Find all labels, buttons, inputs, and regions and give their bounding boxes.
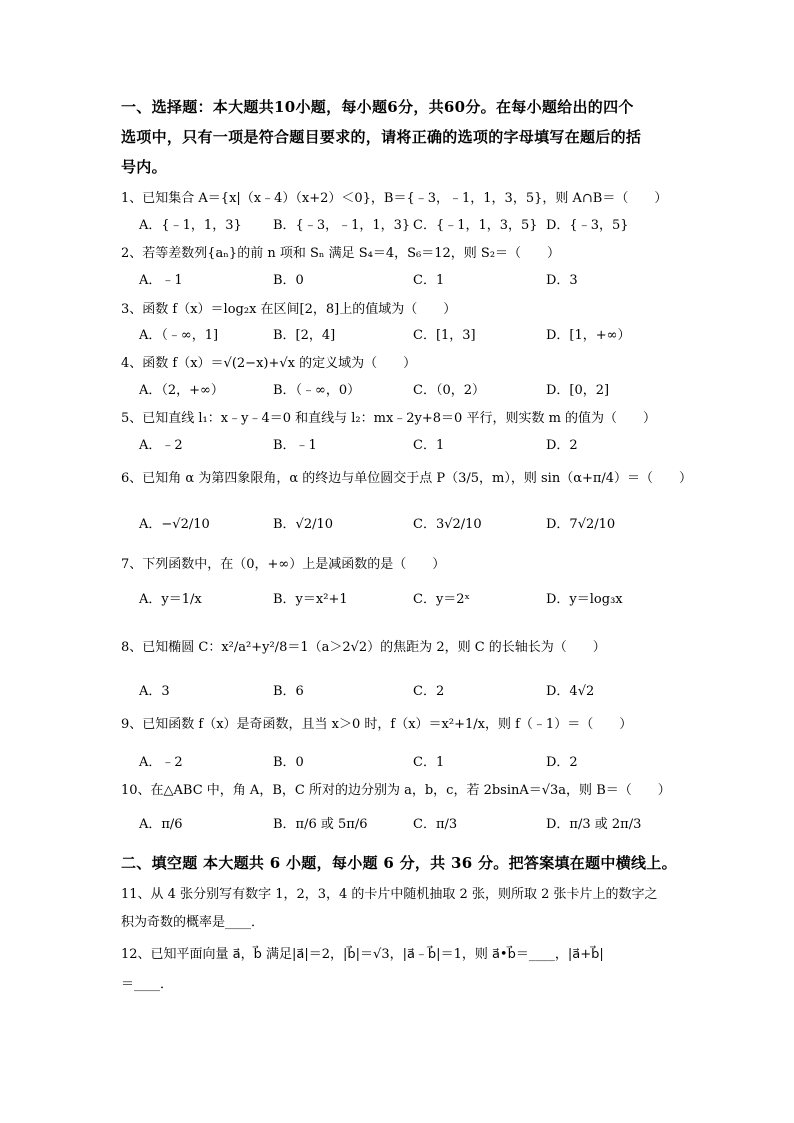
q10-option-d: D．π/3 或 2π/3 [546,817,642,832]
q9-stem: 9、已知函数 f（x）是奇函数，且当 x＞0 时，f（x）＝x²+1/x，则 f（﹣1）＝（ ） [121,717,633,732]
q9-option-d: D．2 [546,755,578,770]
q11-line1: 11、从 4 张分别写有数字 1，2，3，4 的卡片中随机抽取 2 张，则所取 2 张卡片上的数字之 [121,887,658,902]
q4-option-a: A．（2，+∞） [139,383,224,398]
q11-line2: 积为奇数的概率是____． [121,915,265,930]
q1-stem: 1、已知集合 A＝{x|（x﹣4）（x+2）＜0}，B＝{﹣3，﹣1，1，3，5}，则 A∩B＝（ ） [121,191,668,206]
q10-option-b: B．π/6 或 5π/6 [273,817,368,832]
q6-option-a: A．−√2/10 [139,517,210,532]
q6-option-b: B．√2/10 [273,517,334,532]
q5-stem: 5、已知直线 l₁：x﹣y﹣4＝0 和直线与 l₂：mx﹣2y+8＝0 平行，则实数 m 的值为（ ） [121,411,657,426]
q8-option-c: C．2 [413,684,445,699]
q10-option-c: C．π/3 [413,817,458,832]
section2-heading: 二、填空题 本大题共 6 小题，每小题 6 分，共 36 分。把答案填在题中横线上。 [121,854,677,872]
q5-option-d: D．2 [546,438,578,453]
q2-option-d: D．3 [546,273,578,288]
q8-option-d: D．4√2 [546,684,595,699]
q7-option-a: A．y＝1/x [139,592,202,607]
q5-option-a: A．﹣2 [139,438,183,453]
q7-option-d: D．y＝log₃x [546,592,623,607]
q2-option-b: B．0 [273,273,304,288]
q6-option-c: C．3√2/10 [413,517,482,532]
q7-stem: 7、下列函数中，在（0，+∞）上是减函数的是（ ） [121,557,446,572]
q6-option-d: D．7√2/10 [546,517,616,532]
q1-option-a: A．{﹣1，1，3} [139,218,242,233]
section1-line3: 号内。 [121,158,167,176]
q4-option-d: D．[0，2] [546,383,610,398]
section1-line2: 选项中，只有一项是符合题目要求的，请将正确的选项的字母填写在题后的括 [121,128,642,146]
q12-line1: 12、已知平面向量 a⃗，b⃗ 满足|a⃗|＝2，|b⃗|＝√3，|a⃗﹣b⃗|＝1，则 a⃗•b⃗＝____，|a⃗+b⃗| [121,947,604,962]
q1-option-c: C．{﹣1，1，3，5} [413,218,538,233]
q5-option-c: C．1 [413,438,445,453]
q8-option-a: A．3 [139,684,170,699]
q4-option-b: B．（﹣∞，0） [273,383,361,398]
q8-stem: 8、已知椭圆 C：x²/a²+y²/8＝1（a＞2√2）的焦距为 2，则 C 的长轴长为（ ） [121,640,606,655]
q2-stem: 2、若等差数列{aₙ}的前 n 项和 Sₙ 满足 S₄＝4，S₆＝12，则 S₂＝（ ） [121,246,561,261]
q9-option-c: C．1 [413,755,445,770]
q1-option-d: D．{﹣3，5} [546,218,629,233]
q1-option-b: B．{﹣3，﹣1，1，3} [273,218,411,233]
q2-option-c: C．1 [413,273,445,288]
q7-option-c: C．y＝2ˣ [413,592,471,607]
q3-option-a: A．（﹣∞，1] [139,328,219,343]
q3-option-d: D．[1，+∞） [546,328,631,343]
q3-option-b: B．[2，4] [273,328,336,343]
q3-option-c: C．[1，3] [413,328,476,343]
q6-stem: 6、已知角 α 为第四象限角，α 的终边与单位圆交于点 P（3/5，m），则 sin（α+π/4）＝（ ） [121,471,693,486]
q4-option-c: C．（0，2） [413,383,485,398]
q3-stem: 3、函数 f（x）＝log₂x 在区间[2，8]上的值域为（ ） [121,302,457,317]
section1-line1: 一、选择题：本大题共10小题，每小题6分，共60分。在每小题给出的四个 [121,98,634,116]
q8-option-b: B．6 [273,684,304,699]
q2-option-a: A．﹣1 [139,273,183,288]
q7-option-b: B．y＝x²+1 [273,592,348,607]
q5-option-b: B．﹣1 [273,438,317,453]
q10-option-a: A．π/6 [139,817,183,832]
q4-stem: 4、函数 f（x）＝√(2−x)+√x 的定义域为（ ） [121,356,417,371]
q9-option-a: A．﹣2 [139,755,183,770]
q10-stem: 10、在△ABC 中，角 A，B，C 所对的边分别为 a，b，c，若 2bsinA＝√3a，则 B＝（ ） [121,783,671,798]
q9-option-b: B．0 [273,755,304,770]
q12-line2: ＝____． [121,977,174,992]
